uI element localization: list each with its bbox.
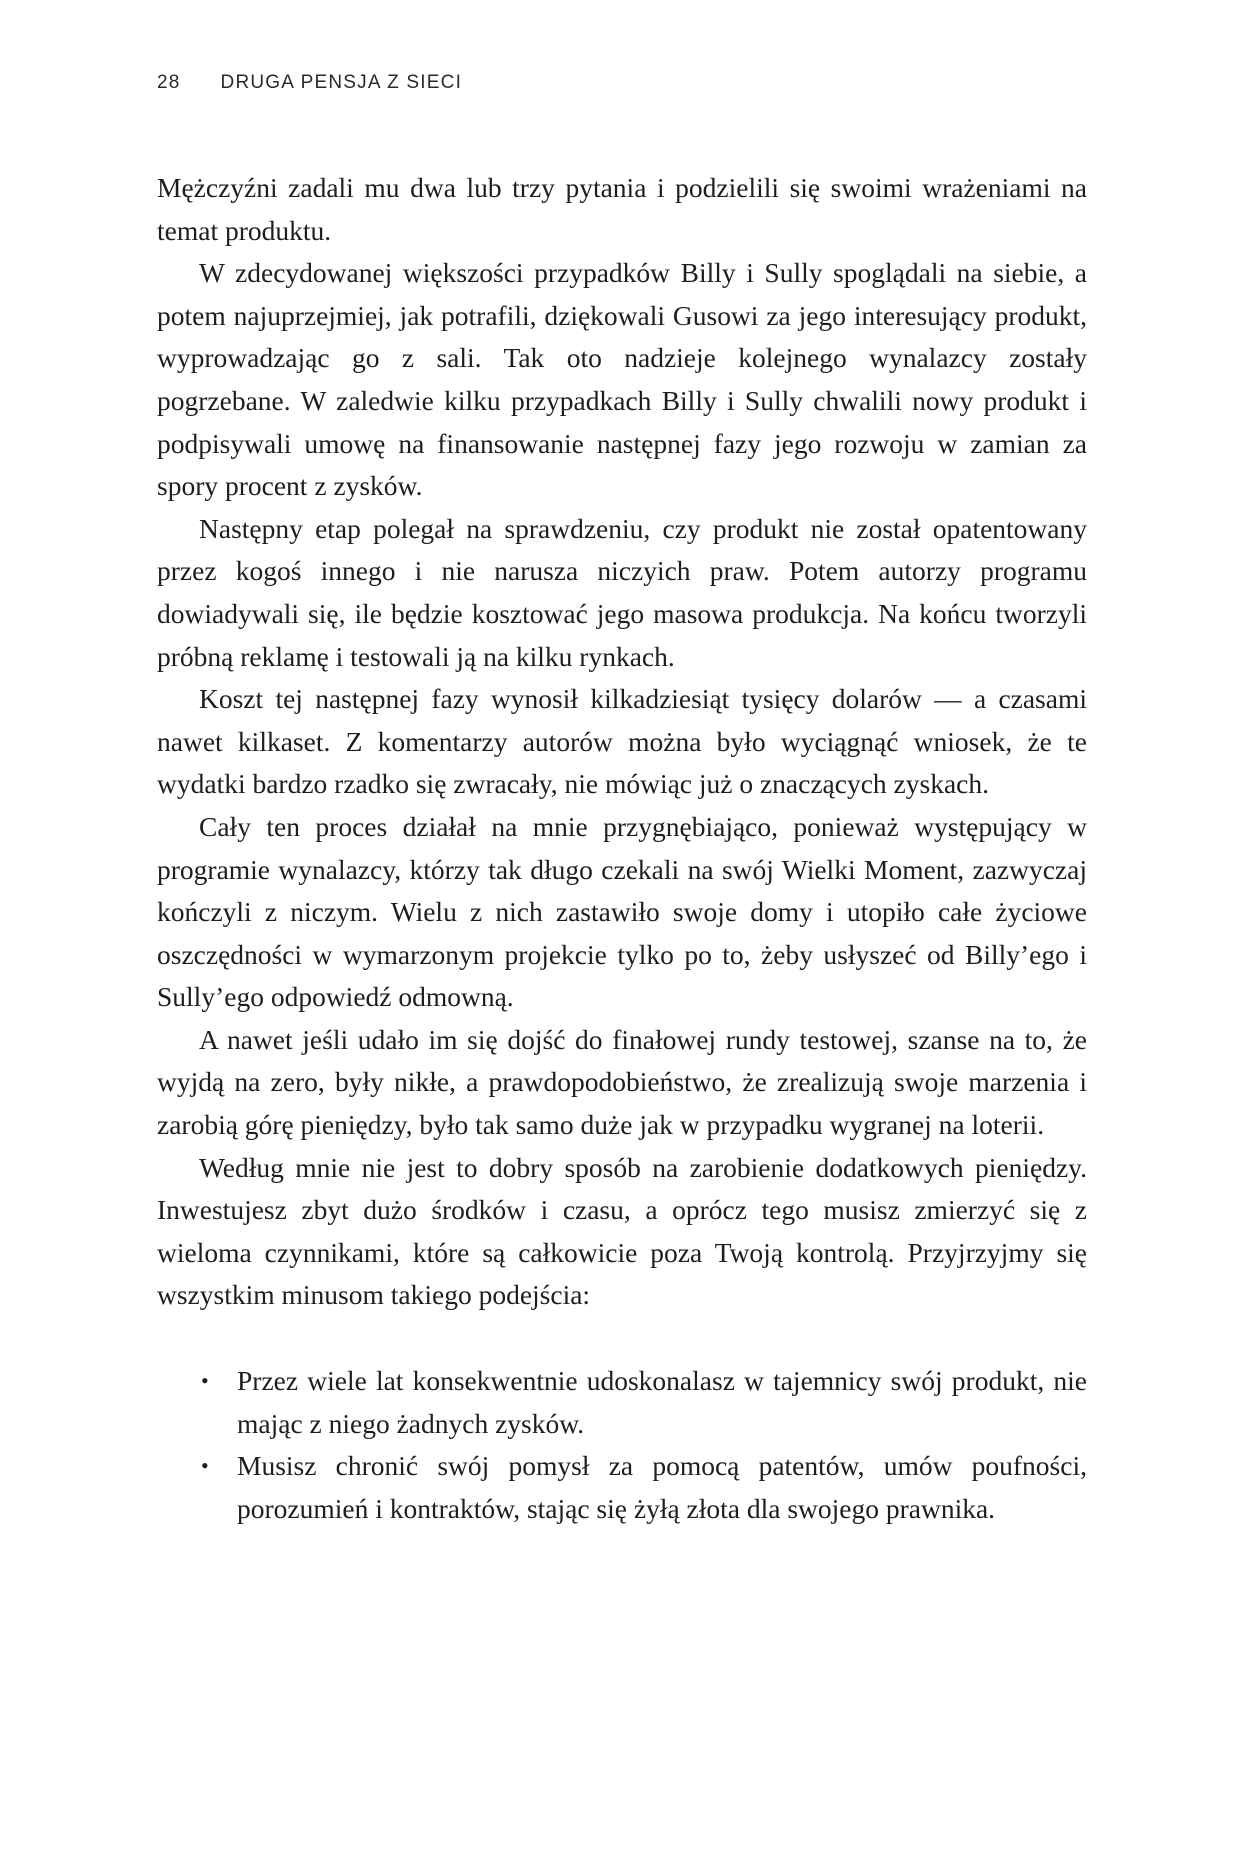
page-number: 28 [157,72,181,93]
paragraph: Cały ten proces działał na mnie przygnębiająco, ponieważ występujący w programie wynalazcy, którzy tak długo czekali na swój Wielki Moment, zazwyczaj kończyli z niczym. Wielu z nich zastawiło swoje domy i utopiło całe życiowe oszczędności w wymarzonym projekcie tylko po to, żeby usłyszeć od Billy’ego i Sully’ego odpowiedź odmowną. [157,810,1087,1013]
body-text [157,167,1087,1530]
paragraph: Według mnie nie jest to dobry sposób na zarobienie dodatkowych pieniędzy. Inwestujesz zbyt dużo środków i czasu, a oprócz tego musisz zmierzyć się z wieloma czynnikami, które są całkowicie poza Twoją kontrolą. Przyjrzyjmy się wszystkim minusom takiego podejścia: [157,1151,1087,1311]
bullet-list [157,1360,1087,1530]
paragraph: Następny etap polegał na sprawdzeniu, czy produkt nie został opatentowany przez kogoś innego i nie narusza niczyich praw. Potem autorzy programu dowiadywali się, ile będzie kosztować jego masowa produkcja. Na końcu tworzyli próbną reklamę i testowali ją na kilku rynkach. [157,512,1087,672]
paragraph: Koszt tej następnej fazy wynosił kilkadziesiąt tysięcy dolarów — a czasami nawet kilkaset. Z komentarzy autorów można było wyciągnąć wniosek, że te wydatki bardzo rzadko się zwracały, nie mówiąc już o znaczących zyskach. [157,683,1087,800]
running-head [157,72,462,94]
paragraph: A nawet jeśli udało im się dojść do finałowej rundy testowej, szanse na to, że wyjdą na zero, były nikłe, a prawdopodobieństwo, że zrealizują swoje marzenia i zarobią górę pieniędzy, było tak samo duże jak w przypadku wygranej na loterii. [157,1023,1087,1141]
bullet-marker: • [201,1453,209,1479]
list-item-text: Przez wiele lat konsekwentnie udoskonalasz w tajemnicy swój produkt, nie mając z niego żadnych zysków. [237,1365,1087,1439]
list-item [157,1360,1087,1445]
paragraph: Mężczyźni zadali mu dwa lub trzy pytania i podzielili się swoimi wrażeniami na temat produktu. [157,172,1087,246]
bullet-marker: • [201,1368,209,1394]
paragraph: W zdecydowanej większości przypadków Billy i Sully spoglądali na siebie, a potem najuprzejmiej, jak potrafili, dziękowali Gusowi za jego interesujący produkt, wyprowadzając go z sali. Tak oto nadzieje kolejnego wynalazcy zostały pogrzebane. W zaledwie kilku przypadkach Billy i Sully chwalili nowy produkt i podpisywali umowę na finansowanie następnej fazy jego rozwoju w zamian za spory procent z zysków. [157,257,1087,502]
list-item [157,1445,1087,1530]
book-title: DRUGA PENSJA Z SIECI [220,72,463,93]
list-item-text: Musisz chronić swój pomysł za pomocą patentów, umów poufności, porozumień i kontraktów, stając się żyłą złota dla swojego prawnika. [237,1450,1087,1524]
